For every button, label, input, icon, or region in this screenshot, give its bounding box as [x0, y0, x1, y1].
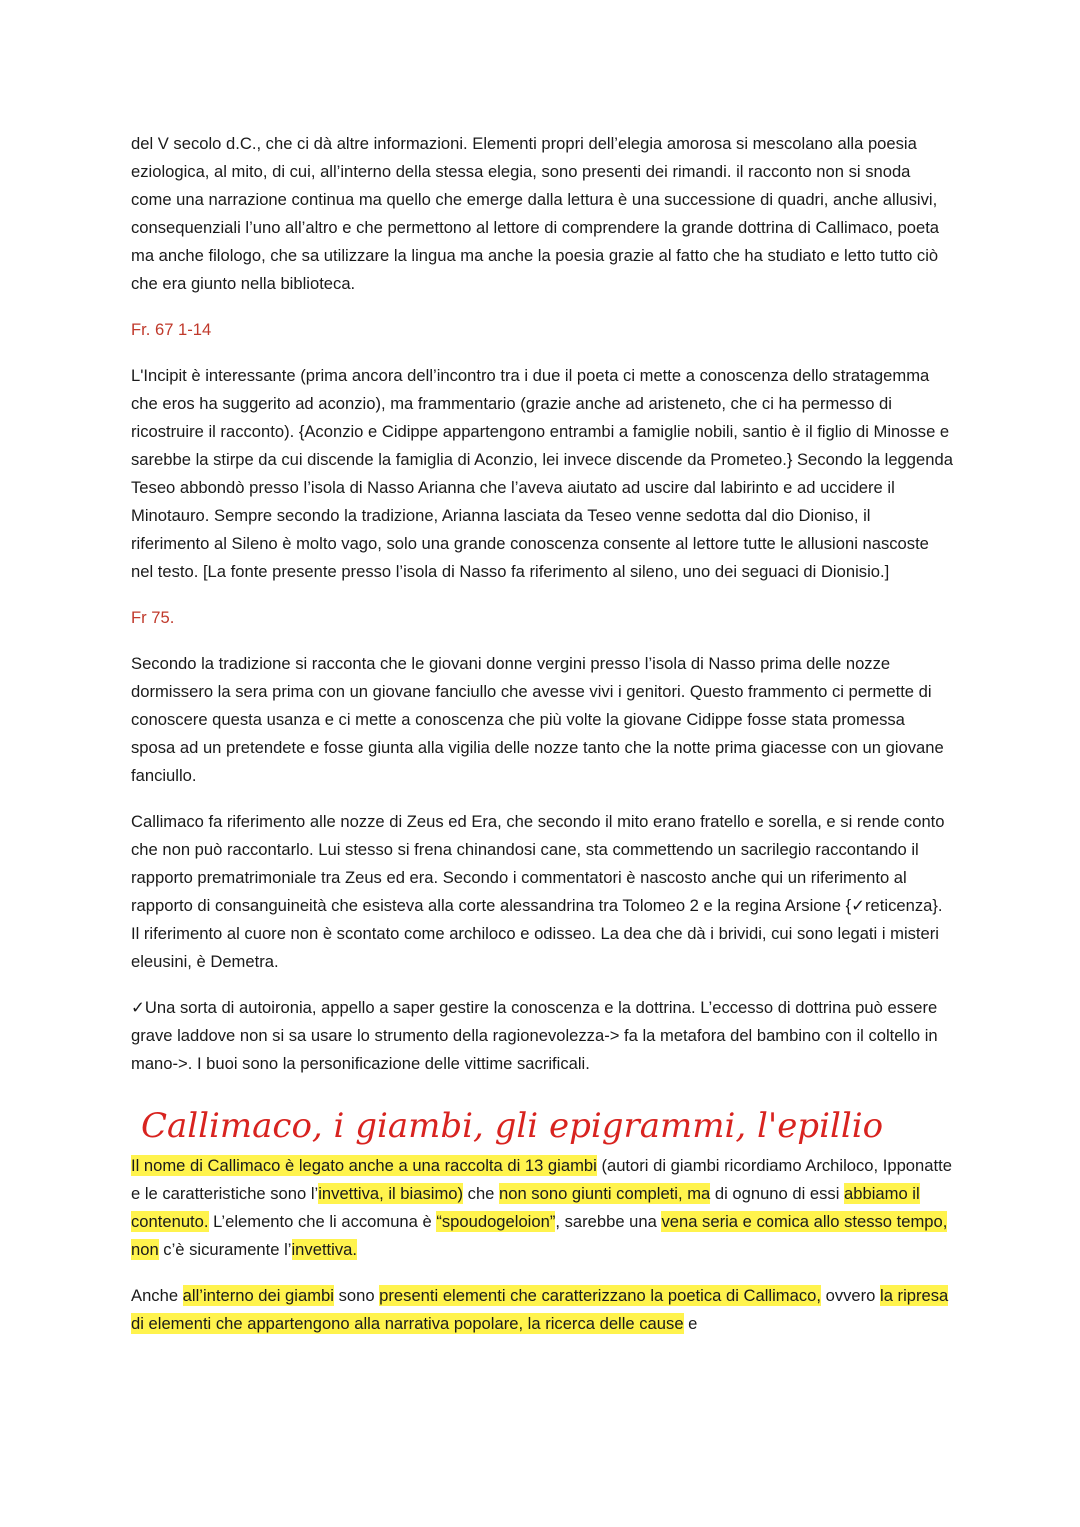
highlighted-text: vena seria e comica allo stesso tempo, non	[131, 1212, 948, 1259]
paragraph-giambi	[131, 1152, 953, 1264]
paragraph-incipit: L'Incipit è interessante (prima ancora dell’incontro tra i due il poeta ci mette a conoscenza dello stratagemma che eros ha suggerito ad aconzio), ma frammentario (grazie anche ad aristeneto, che ci ha permesso di ricostruire il racconto). {Aconzio e Cidippe appartengono entrambi a famiglie nobili, santio è il figlio di Minosse e sarebbe la stirpe da cui discende la famiglia di Aconzio, lei invece discende da Prometeo.} Secondo la leggenda Teseo abbondò presso l’isola di Nasso Arianna che l’aveva aiutato ad uscire dal labirinto e ad uccidere il Minotauro. Sempre secondo la tradizione, Arianna lasciata da Teseo venne sedotta dal dio Dioniso, il riferimento al Sileno è molto vago, solo una grande conoscenza consente al lettore tutte le allusioni nascoste nel testo. [La fonte presente presso l’isola di Nasso fa riferimento al sileno, uno dei seguaci di Dionisio.]	[131, 366, 953, 581]
text-run: , sarebbe una	[555, 1212, 662, 1231]
text-run: (	[596, 1156, 607, 1175]
highlighted-text: invettiva.	[291, 1240, 357, 1259]
highlighted-text: “spoudogeloion”	[436, 1212, 556, 1231]
highlighted-text: non sono giunti completi, ma	[499, 1184, 711, 1203]
text-run: che	[463, 1184, 500, 1203]
text-run: e	[683, 1314, 698, 1333]
highlighted-text: abbiamo il contenuto.	[131, 1184, 920, 1231]
text-run: Anche	[131, 1286, 183, 1305]
text-run: ovvero	[820, 1286, 881, 1305]
text-run: L’elemento che li accomuna è	[208, 1212, 437, 1231]
text-run: c’è sicuramente l’	[158, 1240, 292, 1259]
paragraph-zeus-era: Callimaco fa riferimento alle nozze di Zeus ed Era, che secondo il mito erano fratello e sorella, e si rende conto che non può raccontarlo. Lui stesso si frena chinandosi cane, sta commettendo un sacrilegio raccontando il rapporto prematrimoniale tra Zeus ed era. Secondo i commentatori è nascosto anche qui un riferimento al rapporto di consanguineità che esisteva alla corte alessandrina tra Tolomeo 2 e la regina Arsione {✓reticenza}. Il riferimento al cuore non è scontato come archiloco e odisseo. La dea che dà i brividi, cui sono legati i misteri eleusini, è Demetra.	[131, 812, 945, 971]
text-run: sono	[333, 1286, 380, 1305]
section-heading: Callimaco, i giambi, gli epigrammi, l'epillio	[141, 1106, 884, 1146]
text-run: di ognuno di essi	[710, 1184, 845, 1203]
text-run: autori di giambi ricordiamo Archiloco, Ipponatte e le caratteristiche sono l’	[131, 1156, 952, 1203]
highlighted-text: Il nome di Callimaco è legato anche a una raccolta di 13 giambi	[131, 1156, 597, 1175]
paragraph-poetica	[131, 1282, 953, 1338]
highlighted-text: presenti elementi che caratterizzano la poetica di Callimaco,	[379, 1286, 821, 1305]
highlighted-text: la ripresa di elementi che appartengono alla narrativa popolare, la ricerca delle cause	[131, 1286, 949, 1333]
fragment-reference-75: Fr 75.	[131, 608, 175, 627]
paragraph-tradition: Secondo la tradizione si racconta che le giovani donne vergini presso l’isola di Nasso prima delle nozze dormissero la sera prima con un giovane fanciullo che avesse vivi i genitori. Questo frammento ci permette di conoscere questa usanza e ci mette a conoscenza che più volte la giovane Cidippe fosse stata promessa sposa ad un pretendete e fosse giunta alla vigilia delle nozze tanto che la notte prima giacesse con un giovane fanciullo.	[131, 654, 944, 785]
paragraph-elegy-intro: del V secolo d.C., che ci dà altre informazioni. Elementi propri dell’elegia amorosa si mescolano alla poesia eziologica, al mito, di cui, all’interno della stessa elegia, sono presenti dei rimandi. il racconto non si snoda come una narrazione continua ma quello che emerge dalla lettura è una successione di quadri, anche allusivi, consequenziali l’uno all’altro e che permettono al lettore di comprendere la grande dottrina di Callimaco, poeta ma anche filologo, che sa utilizzare la lingua ma anche la poesia grazie al fatto che ha studiato e letto tutto ciò che era giunto nella biblioteca.	[131, 134, 940, 293]
document-page	[131, 130, 953, 1356]
highlighted-text: all’interno dei giambi	[182, 1286, 334, 1305]
fragment-reference-67: Fr. 67 1-14	[131, 320, 212, 339]
paragraph-autoironia: ✓Una sorta di autoironia, appello a saper gestire la conoscenza e la dottrina. L’eccesso di dottrina può essere grave laddove non si sa usare lo strumento della ragionevolezza-> fa la metafora del bambino con il coltello in mano->. I buoi sono la personificazione delle vittime sacrificali.	[131, 998, 938, 1073]
highlighted-text: invettiva, il biasimo)	[318, 1184, 464, 1203]
